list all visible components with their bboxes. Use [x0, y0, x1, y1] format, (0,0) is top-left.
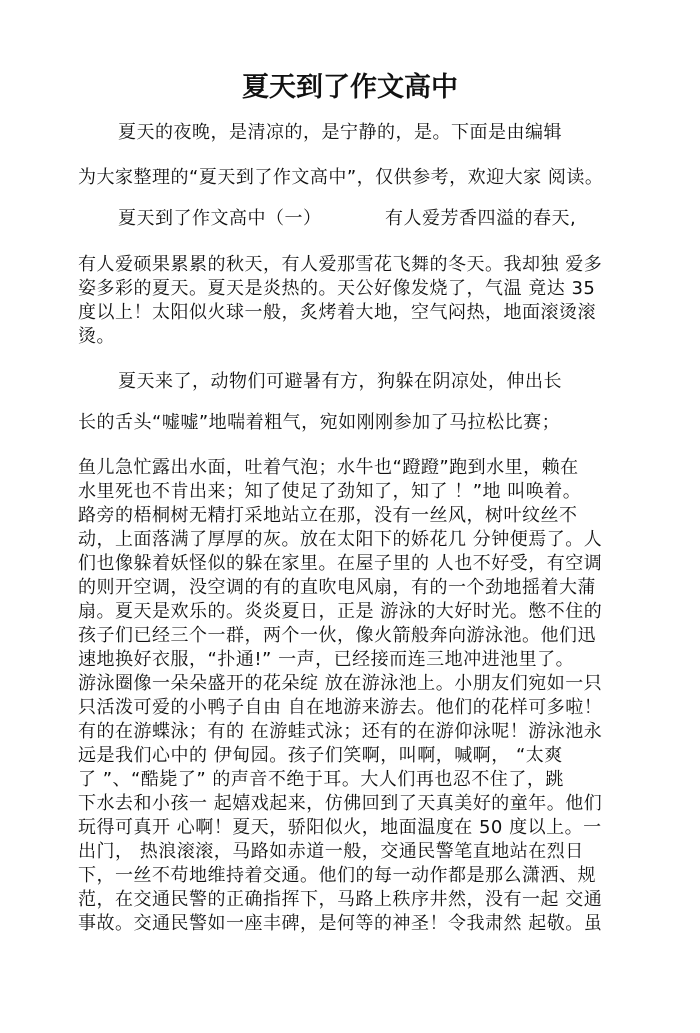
section-heading: 夏天到了作文高中（一） — [118, 208, 322, 229]
paragraph-line: 孩子们已经三个一群，两个一伙，像火箭般奔向游泳池。他们迅 — [78, 625, 596, 646]
paragraph-line: 夏天的夜晚，是清凉的，是宁静的，是。下面是由编辑 — [118, 122, 562, 143]
paragraph-line: 水里死也不肯出来；知了使足了劲知了，知了 ！”地 叫唤着。 — [78, 481, 582, 502]
paragraph-line: 夏天来了，动物们可避暑有方，狗躲在阴凉处，伸出长 — [118, 371, 562, 392]
document-title: 夏天到了作文高中 — [242, 72, 458, 103]
paragraph-line: 速地换好衣服，“扑通!” 一声，已经接而连三地冲进池里了。 — [78, 649, 575, 670]
paragraph-line: 只活泼可爱的小鸭子自由 自在地游来游去。他们的花样可多啦！ — [78, 697, 603, 718]
paragraph-line: 玩得可真开 心啊！夏天，骄阳似火，地面温度在 50 度以上。一 — [78, 817, 602, 838]
paragraph-line: 出门， 热浪滚滚，马路如赤道一般，交通民警笔直地站在烈日 — [78, 841, 584, 862]
paragraph-line: 下水去和小孩一 起嬉戏起来，仿佛回到了天真美好的童年。他们 — [78, 793, 603, 814]
paragraph-line: 有人爱硕果累累的秋天，有人爱那雪花飞舞的冬天。我却独 爱多 — [78, 254, 603, 275]
paragraph-line: 了 ”、“酷毙了” 的声音不绝于耳。大人们再也忍不住了，跳 — [78, 769, 564, 790]
paragraph-line: 为大家整理的“夏天到了作文高中”，仅供参考，欢迎大家 阅读。 — [78, 167, 604, 188]
paragraph-line: 的则开空调，没空调的有的直吹电风扇，有的一个劲地摇着大蒲 — [78, 577, 596, 598]
paragraph-line: 远是我们心中的 伊甸园。孩子们笑啊，叫啊，喊啊， “太爽 — [78, 745, 563, 766]
paragraph-line: 度以上！太阳似火球一般，炙烤着大地，空气闷热，地面滚烫滚 — [78, 302, 596, 323]
paragraph-line: 姿多彩的夏天。夏天是炎热的。天公好像发烧了，气温 竟达 35 — [78, 278, 596, 299]
paragraph-line: 有人爱芳香四溢的春天, — [385, 208, 577, 229]
paragraph-line: 长的舌头“嘘嘘”地喘着粗气，宛如刚刚参加了马拉松比赛； — [78, 412, 561, 433]
paragraph-line: 事故。交通民警如一座丰碑，是何等的神圣！令我肃然 起敬。虽 — [78, 913, 603, 934]
paragraph-line: 范，在交通民警的正确指挥下，马路上秩序井然，没有一起 交通 — [78, 889, 603, 910]
paragraph-line: 有的在游蝶泳；有的 在游蛙式泳；还有的在游仰泳呢！游泳池永 — [78, 721, 603, 742]
paragraph-line: 下，一丝不苟地维持着交通。他们的每一动作都是那么潇洒、规 — [78, 865, 596, 886]
paragraph-line: 游泳圈像一朵朵盛开的花朵绽 放在游泳池上。小朋友们宛如一只 — [78, 673, 603, 694]
paragraph-line: 动，上面落满了厚厚的灰。放在太阳下的娇花几 分钟便焉了。人 — [78, 529, 603, 550]
paragraph-line: 扇。夏天是欢乐的。炎炎夏日，正是 游泳的大好时光。憋不住的 — [78, 601, 603, 622]
paragraph-line: 路旁的梧桐树无精打采地站立在那，没有一丝风，树叶纹丝不 — [78, 505, 578, 526]
paragraph-line: 鱼儿急忙露出水面，吐着气泡；水牛也“蹬蹬”跑到水里，赖在 — [78, 457, 579, 478]
paragraph-line: 烫。 — [78, 326, 115, 347]
paragraph-line: 们也像躲着妖怪似的躲在家里。在屋子里的 人也不好受，有空调 — [78, 553, 603, 574]
